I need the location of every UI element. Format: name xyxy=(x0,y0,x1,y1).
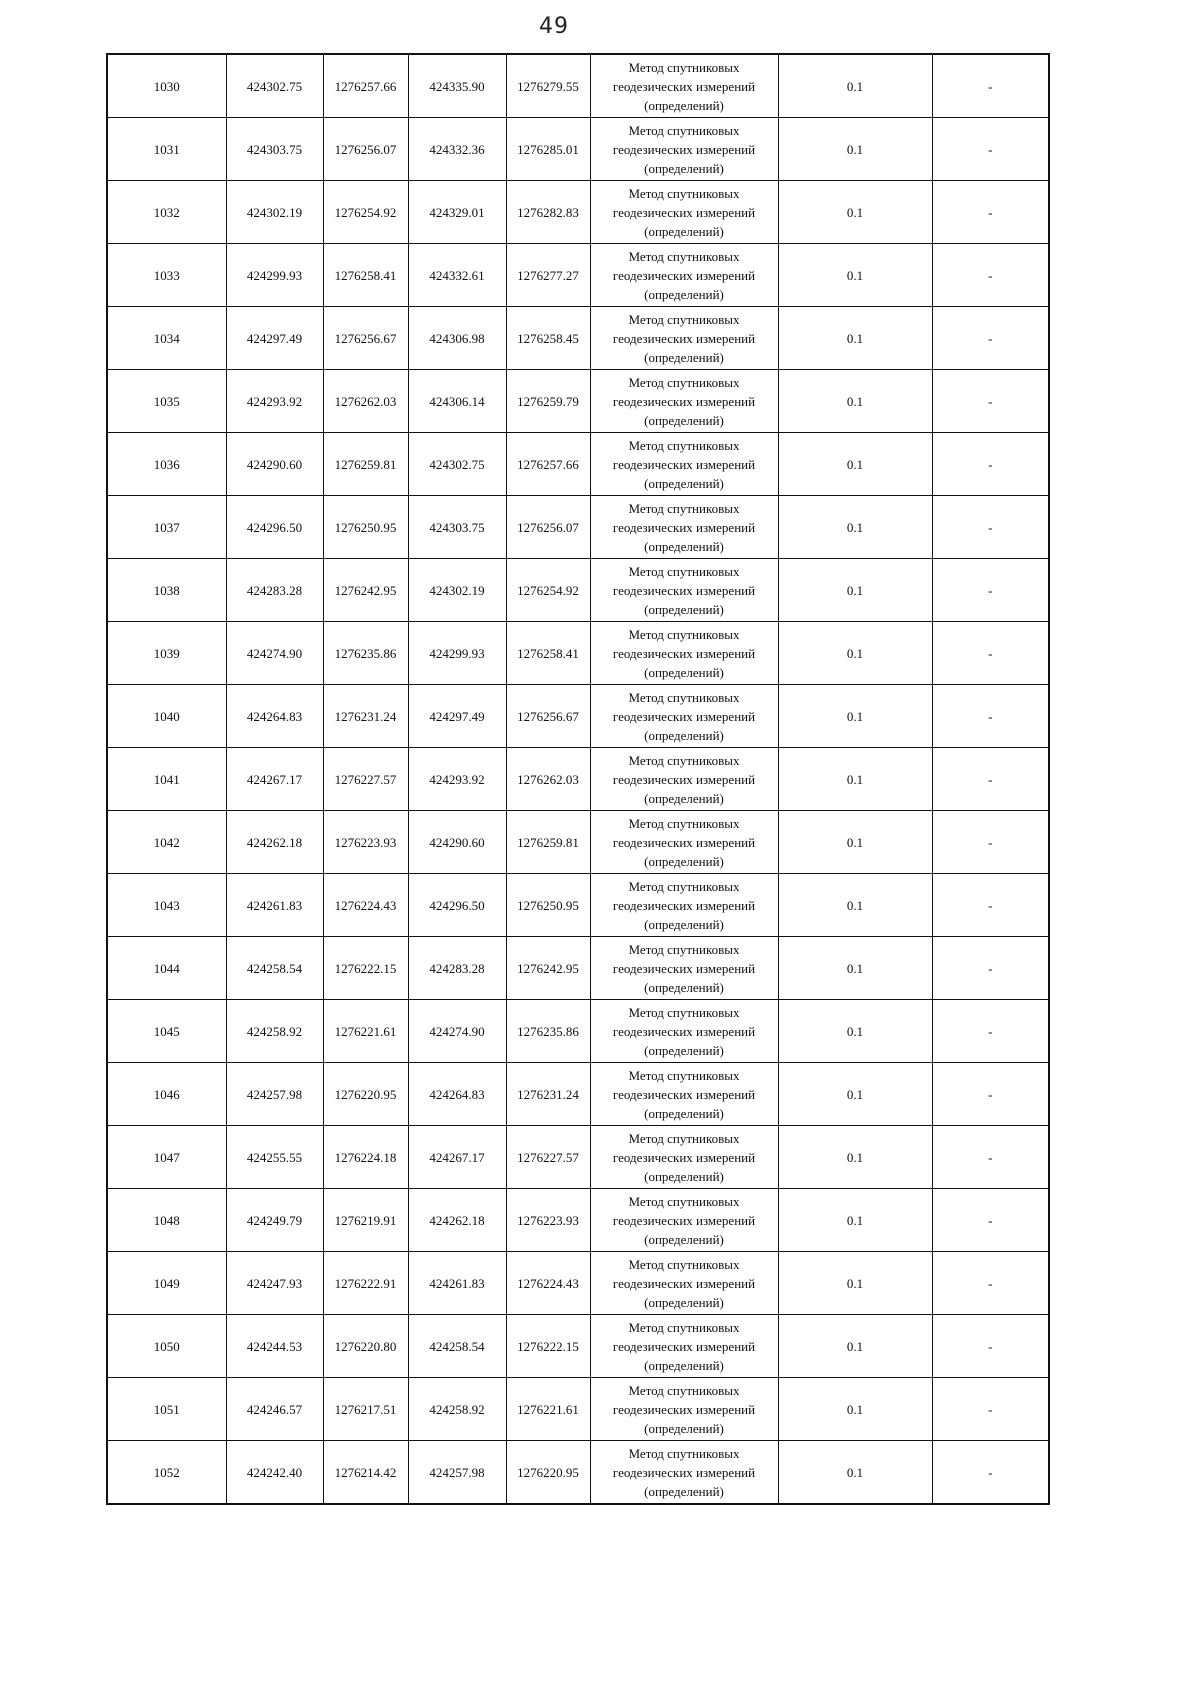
method-cell xyxy=(590,1441,778,1505)
method-line: геодезических измерений xyxy=(612,834,756,850)
method-line: (определений) xyxy=(644,1357,724,1373)
method-line: (определений) xyxy=(644,979,724,995)
table-row xyxy=(107,1378,1049,1441)
table-row xyxy=(107,1189,1049,1252)
note-cell: - xyxy=(932,1063,1049,1126)
method-line: Метод спутниковых xyxy=(628,1445,740,1461)
method-line: Метод спутниковых xyxy=(628,437,740,453)
method-line: Метод спутниковых xyxy=(628,1193,740,1209)
point-number-cell: 1040 xyxy=(107,685,226,748)
method-line: (определений) xyxy=(644,349,724,365)
accuracy-cell: 0.1 xyxy=(778,1189,932,1252)
existing-y-cell: 1276259.81 xyxy=(323,433,408,496)
table-row xyxy=(107,496,1049,559)
method-line: Метод спутниковых xyxy=(628,941,740,957)
point-number-cell: 1030 xyxy=(107,54,226,118)
existing-x-cell: 424293.92 xyxy=(226,370,323,433)
method-line: Метод спутниковых xyxy=(628,311,740,327)
point-number-cell: 1048 xyxy=(107,1189,226,1252)
new-x-cell: 424329.01 xyxy=(408,181,506,244)
new-x-cell: 424302.19 xyxy=(408,559,506,622)
existing-x-cell: 424274.90 xyxy=(226,622,323,685)
method-line: геодезических измерений xyxy=(612,1212,756,1228)
method-line: геодезических измерений xyxy=(612,456,756,472)
note-cell: - xyxy=(932,559,1049,622)
method-cell xyxy=(590,181,778,244)
note-cell: - xyxy=(932,1252,1049,1315)
point-number-cell: 1037 xyxy=(107,496,226,559)
method-line: геодезических измерений xyxy=(612,645,756,661)
method-line: геодезических измерений xyxy=(612,708,756,724)
table-row xyxy=(107,748,1049,811)
method-line: Метод спутниковых xyxy=(628,878,740,894)
existing-y-cell: 1276256.67 xyxy=(323,307,408,370)
point-number-cell: 1045 xyxy=(107,1000,226,1063)
existing-x-cell: 424264.83 xyxy=(226,685,323,748)
existing-y-cell: 1276262.03 xyxy=(323,370,408,433)
new-y-cell: 1276256.67 xyxy=(506,685,590,748)
existing-x-cell: 424258.54 xyxy=(226,937,323,1000)
table-row xyxy=(107,1441,1049,1505)
new-x-cell: 424267.17 xyxy=(408,1126,506,1189)
method-cell xyxy=(590,748,778,811)
new-y-cell: 1276256.07 xyxy=(506,496,590,559)
accuracy-cell: 0.1 xyxy=(778,1441,932,1505)
table-row xyxy=(107,181,1049,244)
method-cell xyxy=(590,1126,778,1189)
accuracy-cell: 0.1 xyxy=(778,433,932,496)
new-y-cell: 1276222.15 xyxy=(506,1315,590,1378)
point-number-cell: 1038 xyxy=(107,559,226,622)
point-number-cell: 1041 xyxy=(107,748,226,811)
method-line: (определений) xyxy=(644,538,724,554)
new-x-cell: 424290.60 xyxy=(408,811,506,874)
existing-y-cell: 1276214.42 xyxy=(323,1441,408,1505)
existing-x-cell: 424303.75 xyxy=(226,118,323,181)
new-x-cell: 424299.93 xyxy=(408,622,506,685)
existing-y-cell: 1276217.51 xyxy=(323,1378,408,1441)
method-cell xyxy=(590,307,778,370)
method-cell xyxy=(590,559,778,622)
existing-x-cell: 424296.50 xyxy=(226,496,323,559)
point-number-cell: 1050 xyxy=(107,1315,226,1378)
existing-y-cell: 1276227.57 xyxy=(323,748,408,811)
point-number-cell: 1049 xyxy=(107,1252,226,1315)
new-y-cell: 1276227.57 xyxy=(506,1126,590,1189)
method-line: (определений) xyxy=(644,1483,724,1499)
note-cell: - xyxy=(932,307,1049,370)
new-y-cell: 1276277.27 xyxy=(506,244,590,307)
method-cell xyxy=(590,1063,778,1126)
new-x-cell: 424297.49 xyxy=(408,685,506,748)
accuracy-cell: 0.1 xyxy=(778,244,932,307)
method-cell xyxy=(590,244,778,307)
note-cell: - xyxy=(932,244,1049,307)
existing-y-cell: 1276220.95 xyxy=(323,1063,408,1126)
existing-x-cell: 424283.28 xyxy=(226,559,323,622)
existing-y-cell: 1276220.80 xyxy=(323,1315,408,1378)
method-line: Метод спутниковых xyxy=(628,500,740,516)
method-line: Метод спутниковых xyxy=(628,1067,740,1083)
table-row xyxy=(107,1315,1049,1378)
accuracy-cell: 0.1 xyxy=(778,307,932,370)
new-x-cell: 424264.83 xyxy=(408,1063,506,1126)
method-line: Метод спутниковых xyxy=(628,815,740,831)
note-cell: - xyxy=(932,181,1049,244)
method-cell xyxy=(590,118,778,181)
note-cell: - xyxy=(932,1126,1049,1189)
method-cell xyxy=(590,811,778,874)
method-cell xyxy=(590,622,778,685)
new-y-cell: 1276254.92 xyxy=(506,559,590,622)
existing-x-cell: 424290.60 xyxy=(226,433,323,496)
existing-y-cell: 1276256.07 xyxy=(323,118,408,181)
note-cell: - xyxy=(932,1000,1049,1063)
point-number-cell: 1051 xyxy=(107,1378,226,1441)
method-line: (определений) xyxy=(644,1105,724,1121)
method-cell xyxy=(590,1189,778,1252)
existing-y-cell: 1276224.18 xyxy=(323,1126,408,1189)
accuracy-cell: 0.1 xyxy=(778,559,932,622)
new-y-cell: 1276231.24 xyxy=(506,1063,590,1126)
existing-x-cell: 424244.53 xyxy=(226,1315,323,1378)
method-line: геодезических измерений xyxy=(612,582,756,598)
point-number-cell: 1039 xyxy=(107,622,226,685)
new-y-cell: 1276285.01 xyxy=(506,118,590,181)
note-cell: - xyxy=(932,811,1049,874)
note-cell: - xyxy=(932,1315,1049,1378)
table-row xyxy=(107,622,1049,685)
method-cell xyxy=(590,1252,778,1315)
new-x-cell: 424261.83 xyxy=(408,1252,506,1315)
new-x-cell: 424257.98 xyxy=(408,1441,506,1505)
method-line: (определений) xyxy=(644,1231,724,1247)
new-x-cell: 424258.92 xyxy=(408,1378,506,1441)
note-cell: - xyxy=(932,874,1049,937)
point-number-cell: 1036 xyxy=(107,433,226,496)
new-x-cell: 424335.90 xyxy=(408,54,506,118)
table-row xyxy=(107,370,1049,433)
table-row xyxy=(107,433,1049,496)
new-y-cell: 1276220.95 xyxy=(506,1441,590,1505)
method-line: Метод спутниковых xyxy=(628,1382,740,1398)
method-line: геодезических измерений xyxy=(612,1401,756,1417)
method-line: Метод спутниковых xyxy=(628,626,740,642)
table-row xyxy=(107,937,1049,1000)
existing-y-cell: 1276250.95 xyxy=(323,496,408,559)
new-x-cell: 424283.28 xyxy=(408,937,506,1000)
method-line: (определений) xyxy=(644,1042,724,1058)
existing-x-cell: 424267.17 xyxy=(226,748,323,811)
method-line: (определений) xyxy=(644,160,724,176)
method-line: (определений) xyxy=(644,97,724,113)
existing-x-cell: 424258.92 xyxy=(226,1000,323,1063)
table-row xyxy=(107,685,1049,748)
table-row xyxy=(107,874,1049,937)
new-y-cell: 1276224.43 xyxy=(506,1252,590,1315)
table-row xyxy=(107,559,1049,622)
new-y-cell: 1276235.86 xyxy=(506,1000,590,1063)
existing-x-cell: 424299.93 xyxy=(226,244,323,307)
new-y-cell: 1276257.66 xyxy=(506,433,590,496)
existing-x-cell: 424302.19 xyxy=(226,181,323,244)
method-line: Метод спутниковых xyxy=(628,563,740,579)
table-row xyxy=(107,54,1049,118)
method-cell xyxy=(590,496,778,559)
new-x-cell: 424303.75 xyxy=(408,496,506,559)
accuracy-cell: 0.1 xyxy=(778,937,932,1000)
method-line: Метод спутниковых xyxy=(628,248,740,264)
method-line: Метод спутниковых xyxy=(628,1319,740,1335)
existing-x-cell: 424297.49 xyxy=(226,307,323,370)
accuracy-cell: 0.1 xyxy=(778,685,932,748)
note-cell: - xyxy=(932,496,1049,559)
method-line: (определений) xyxy=(644,1168,724,1184)
note-cell: - xyxy=(932,1189,1049,1252)
method-cell xyxy=(590,54,778,118)
accuracy-cell: 0.1 xyxy=(778,874,932,937)
accuracy-cell: 0.1 xyxy=(778,811,932,874)
method-line: геодезических измерений xyxy=(612,1023,756,1039)
method-line: (определений) xyxy=(644,223,724,239)
method-cell xyxy=(590,874,778,937)
existing-x-cell: 424246.57 xyxy=(226,1378,323,1441)
method-line: геодезических измерений xyxy=(612,1149,756,1165)
new-y-cell: 1276221.61 xyxy=(506,1378,590,1441)
method-cell xyxy=(590,370,778,433)
method-line: Метод спутниковых xyxy=(628,374,740,390)
accuracy-cell: 0.1 xyxy=(778,496,932,559)
table-row xyxy=(107,811,1049,874)
method-line: (определений) xyxy=(644,664,724,680)
accuracy-cell: 0.1 xyxy=(778,1378,932,1441)
existing-y-cell: 1276257.66 xyxy=(323,54,408,118)
new-x-cell: 424302.75 xyxy=(408,433,506,496)
existing-y-cell: 1276224.43 xyxy=(323,874,408,937)
existing-x-cell: 424249.79 xyxy=(226,1189,323,1252)
new-x-cell: 424274.90 xyxy=(408,1000,506,1063)
accuracy-cell: 0.1 xyxy=(778,1315,932,1378)
method-line: (определений) xyxy=(644,286,724,302)
table-row xyxy=(107,1000,1049,1063)
method-line: (определений) xyxy=(644,475,724,491)
method-line: геодезических измерений xyxy=(612,141,756,157)
point-number-cell: 1034 xyxy=(107,307,226,370)
method-line: геодезических измерений xyxy=(612,960,756,976)
method-cell xyxy=(590,433,778,496)
note-cell: - xyxy=(932,622,1049,685)
new-x-cell: 424332.36 xyxy=(408,118,506,181)
existing-x-cell: 424247.93 xyxy=(226,1252,323,1315)
existing-y-cell: 1276222.15 xyxy=(323,937,408,1000)
method-line: Метод спутниковых xyxy=(628,59,740,75)
point-number-cell: 1033 xyxy=(107,244,226,307)
note-cell: - xyxy=(932,54,1049,118)
point-number-cell: 1035 xyxy=(107,370,226,433)
accuracy-cell: 0.1 xyxy=(778,181,932,244)
new-x-cell: 424306.98 xyxy=(408,307,506,370)
accuracy-cell: 0.1 xyxy=(778,1252,932,1315)
method-line: геодезических измерений xyxy=(612,204,756,220)
method-line: (определений) xyxy=(644,790,724,806)
accuracy-cell: 0.1 xyxy=(778,748,932,811)
point-number-cell: 1043 xyxy=(107,874,226,937)
table-row xyxy=(107,244,1049,307)
new-y-cell: 1276250.95 xyxy=(506,874,590,937)
method-line: геодезических измерений xyxy=(612,1275,756,1291)
new-x-cell: 424306.14 xyxy=(408,370,506,433)
note-cell: - xyxy=(932,1378,1049,1441)
method-line: (определений) xyxy=(644,727,724,743)
note-cell: - xyxy=(932,937,1049,1000)
method-line: Метод спутниковых xyxy=(628,689,740,705)
table-row xyxy=(107,307,1049,370)
note-cell: - xyxy=(932,1441,1049,1505)
new-y-cell: 1276258.41 xyxy=(506,622,590,685)
method-line: геодезических измерений xyxy=(612,393,756,409)
method-line: геодезических измерений xyxy=(612,267,756,283)
point-number-cell: 1047 xyxy=(107,1126,226,1189)
new-y-cell: 1276282.83 xyxy=(506,181,590,244)
coordinates-table xyxy=(106,53,1050,1505)
accuracy-cell: 0.1 xyxy=(778,118,932,181)
method-line: Метод спутниковых xyxy=(628,185,740,201)
existing-x-cell: 424255.55 xyxy=(226,1126,323,1189)
point-number-cell: 1042 xyxy=(107,811,226,874)
page-number: 49 xyxy=(539,14,569,39)
note-cell: - xyxy=(932,685,1049,748)
existing-x-cell: 424302.75 xyxy=(226,54,323,118)
method-line: (определений) xyxy=(644,601,724,617)
method-line: геодезических измерений xyxy=(612,330,756,346)
method-cell xyxy=(590,937,778,1000)
point-number-cell: 1031 xyxy=(107,118,226,181)
note-cell: - xyxy=(932,748,1049,811)
table-row xyxy=(107,1063,1049,1126)
method-line: Метод спутниковых xyxy=(628,1004,740,1020)
method-line: геодезических измерений xyxy=(612,519,756,535)
new-y-cell: 1276262.03 xyxy=(506,748,590,811)
method-cell xyxy=(590,1315,778,1378)
accuracy-cell: 0.1 xyxy=(778,622,932,685)
existing-y-cell: 1276219.91 xyxy=(323,1189,408,1252)
method-line: Метод спутниковых xyxy=(628,1130,740,1146)
new-x-cell: 424332.61 xyxy=(408,244,506,307)
accuracy-cell: 0.1 xyxy=(778,1126,932,1189)
method-line: Метод спутниковых xyxy=(628,122,740,138)
method-line: (определений) xyxy=(644,1294,724,1310)
existing-y-cell: 1276235.86 xyxy=(323,622,408,685)
existing-x-cell: 424257.98 xyxy=(226,1063,323,1126)
note-cell: - xyxy=(932,118,1049,181)
accuracy-cell: 0.1 xyxy=(778,370,932,433)
method-line: геодезических измерений xyxy=(612,771,756,787)
existing-x-cell: 424242.40 xyxy=(226,1441,323,1505)
method-line: (определений) xyxy=(644,853,724,869)
table-row xyxy=(107,118,1049,181)
method-line: (определений) xyxy=(644,412,724,428)
method-line: геодезических измерений xyxy=(612,1338,756,1354)
method-line: геодезических измерений xyxy=(612,897,756,913)
existing-y-cell: 1276222.91 xyxy=(323,1252,408,1315)
point-number-cell: 1046 xyxy=(107,1063,226,1126)
method-line: Метод спутниковых xyxy=(628,1256,740,1272)
accuracy-cell: 0.1 xyxy=(778,1063,932,1126)
existing-y-cell: 1276231.24 xyxy=(323,685,408,748)
method-cell xyxy=(590,1000,778,1063)
method-line: геодезических измерений xyxy=(612,1086,756,1102)
new-y-cell: 1276259.81 xyxy=(506,811,590,874)
existing-y-cell: 1276258.41 xyxy=(323,244,408,307)
method-line: геодезических измерений xyxy=(612,1464,756,1480)
method-line: (определений) xyxy=(644,916,724,932)
point-number-cell: 1052 xyxy=(107,1441,226,1505)
method-line: (определений) xyxy=(644,1420,724,1436)
method-cell xyxy=(590,1378,778,1441)
new-y-cell: 1276242.95 xyxy=(506,937,590,1000)
new-x-cell: 424293.92 xyxy=(408,748,506,811)
accuracy-cell: 0.1 xyxy=(778,54,932,118)
point-number-cell: 1044 xyxy=(107,937,226,1000)
new-x-cell: 424258.54 xyxy=(408,1315,506,1378)
existing-y-cell: 1276221.61 xyxy=(323,1000,408,1063)
new-y-cell: 1276223.93 xyxy=(506,1189,590,1252)
note-cell: - xyxy=(932,370,1049,433)
new-x-cell: 424296.50 xyxy=(408,874,506,937)
existing-y-cell: 1276254.92 xyxy=(323,181,408,244)
table-body xyxy=(107,54,1049,1504)
method-line: геодезических измерений xyxy=(612,78,756,94)
accuracy-cell: 0.1 xyxy=(778,1000,932,1063)
point-number-cell: 1032 xyxy=(107,181,226,244)
existing-y-cell: 1276223.93 xyxy=(323,811,408,874)
table-row xyxy=(107,1252,1049,1315)
method-cell xyxy=(590,685,778,748)
existing-y-cell: 1276242.95 xyxy=(323,559,408,622)
table-row xyxy=(107,1126,1049,1189)
new-y-cell: 1276279.55 xyxy=(506,54,590,118)
existing-x-cell: 424262.18 xyxy=(226,811,323,874)
existing-x-cell: 424261.83 xyxy=(226,874,323,937)
method-line: Метод спутниковых xyxy=(628,752,740,768)
new-x-cell: 424262.18 xyxy=(408,1189,506,1252)
new-y-cell: 1276259.79 xyxy=(506,370,590,433)
new-y-cell: 1276258.45 xyxy=(506,307,590,370)
note-cell: - xyxy=(932,433,1049,496)
